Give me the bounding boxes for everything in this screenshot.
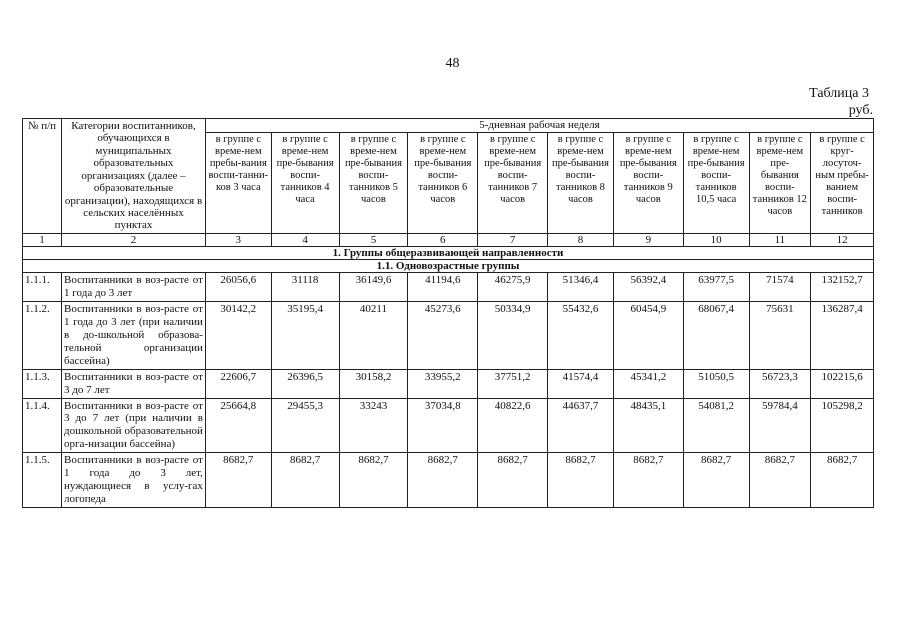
column-index: 5 [339,233,408,246]
cell-value: 40211 [339,301,408,369]
cell-value: 136287,4 [811,301,874,369]
header-group-8h: в группе с време-нем пре-бывания воспи-танников 8 часов [548,133,614,234]
cell-value: 51346,4 [548,272,614,301]
cell-value: 71574 [749,272,811,301]
header-group-3h: в группе с време-нем пребы-вания воспи-танни-ков 3 часа [205,133,271,234]
column-index: 10 [683,233,749,246]
cell-value: 50334,9 [478,301,548,369]
cell-value: 26056,6 [205,272,271,301]
table-row [23,272,874,301]
header-category: Категории воспитанников, обучающихся в муниципальных образовательных организациях (далее – образовательные организации), находящихся в сельских населённых пунктах [62,119,206,234]
cell-value: 60454,9 [613,301,683,369]
cell-value: 102215,6 [811,369,874,398]
tariff-table [22,118,874,508]
column-index: 8 [548,233,614,246]
cell-value: 37751,2 [478,369,548,398]
cell-value: 63977,5 [683,272,749,301]
cell-value: 132152,7 [811,272,874,301]
header-group-5h: в группе с време-нем пре-бывания воспи-танников 5 часов [339,133,408,234]
column-index: 2 [62,233,206,246]
cell-value: 8682,7 [271,453,339,508]
cell-value: 22606,7 [205,369,271,398]
row-number: 1.1.5. [23,453,62,508]
row-category: Воспитанники в воз-расте от 1 года до 3 лет [62,272,206,301]
header-row-1 [23,119,874,133]
cell-value: 37034,8 [408,398,478,453]
cell-value: 8682,7 [408,453,478,508]
subsection-row [23,259,874,272]
row-number: 1.1.3. [23,369,62,398]
cell-value: 41574,4 [548,369,614,398]
cell-value: 8682,7 [339,453,408,508]
header-week: 5-дневная рабочая неделя [205,119,873,133]
column-index: 11 [749,233,811,246]
cell-value: 54081,2 [683,398,749,453]
column-index: 6 [408,233,478,246]
page-number: 48 [445,56,460,71]
cell-value: 45273,6 [408,301,478,369]
row-category: Воспитанники в воз-расте от 3 до 7 лет (при наличии в дошкольной образовательной орга-низации бассейна) [62,398,206,453]
cell-value: 8682,7 [811,453,874,508]
table-row [23,301,874,369]
currency-label: руб. [848,103,873,118]
table-row [23,398,874,453]
table-title: Таблица 3 [809,86,869,101]
section-title: 1. Группы общеразвивающей направленности [23,246,874,259]
column-index: 9 [613,233,683,246]
cell-value: 105298,2 [811,398,874,453]
cell-value: 31118 [271,272,339,301]
cell-value: 33955,2 [408,369,478,398]
column-index-row [23,233,874,246]
header-group-7h: в группе с време-нем пре-бывания воспи-танников 7 часов [478,133,548,234]
section-row [23,246,874,259]
cell-value: 8682,7 [683,453,749,508]
cell-value: 35195,4 [271,301,339,369]
column-index: 1 [23,233,62,246]
cell-value: 30158,2 [339,369,408,398]
cell-value: 55432,6 [548,301,614,369]
cell-value: 8682,7 [749,453,811,508]
cell-value: 8682,7 [478,453,548,508]
cell-value: 29455,3 [271,398,339,453]
subsection-title: 1.1. Одновозрастные группы [23,259,874,272]
cell-value: 44637,7 [548,398,614,453]
column-index: 7 [478,233,548,246]
header-group-9h: в группе с време-нем пре-бывания воспи-танников 9 часов [613,133,683,234]
row-category: Воспитанники в воз-расте от 1 года до 3 лет, нуждающиеся в услу-гах логопеда [62,453,206,508]
cell-value: 8682,7 [613,453,683,508]
cell-value: 8682,7 [205,453,271,508]
cell-value: 75631 [749,301,811,369]
row-category: Воспитанники в воз-расте от 3 до 7 лет [62,369,206,398]
cell-value: 40822,6 [478,398,548,453]
column-index: 3 [205,233,271,246]
row-number: 1.1.1. [23,272,62,301]
table-row [23,453,874,508]
header-group-10-5h: в группе с време-нем пре-бывания воспи-танников 10,5 часа [683,133,749,234]
header-group-12h: в группе с време-нем пре-бывания воспи-танников 12 часов [749,133,811,234]
row-category: Воспитанники в воз-расте от 1 года до 3 лет (при наличии в до-школьной образова-тельной организации бассейна) [62,301,206,369]
cell-value: 56392,4 [613,272,683,301]
cell-value: 45341,2 [613,369,683,398]
cell-value: 68067,4 [683,301,749,369]
cell-value: 26396,5 [271,369,339,398]
cell-value: 56723,3 [749,369,811,398]
row-number: 1.1.2. [23,301,62,369]
header-group-24h: в группе с круг-лосуточ-ным пребы-ванием воспи-танников [811,133,874,234]
header-num: № п/п [23,119,62,234]
cell-value: 59784,4 [749,398,811,453]
header-group-4h: в группе с време-нем пре-бывания воспи-танников 4 часа [271,133,339,234]
cell-value: 33243 [339,398,408,453]
cell-value: 41194,6 [408,272,478,301]
cell-value: 30142,2 [205,301,271,369]
column-index: 4 [271,233,339,246]
row-number: 1.1.4. [23,398,62,453]
header-group-6h: в группе с време-нем пре-бывания воспи-танников 6 часов [408,133,478,234]
table-row [23,369,874,398]
cell-value: 36149,6 [339,272,408,301]
cell-value: 46275,9 [478,272,548,301]
cell-value: 25664,8 [205,398,271,453]
cell-value: 51050,5 [683,369,749,398]
cell-value: 8682,7 [548,453,614,508]
cell-value: 48435,1 [613,398,683,453]
column-index: 12 [811,233,874,246]
